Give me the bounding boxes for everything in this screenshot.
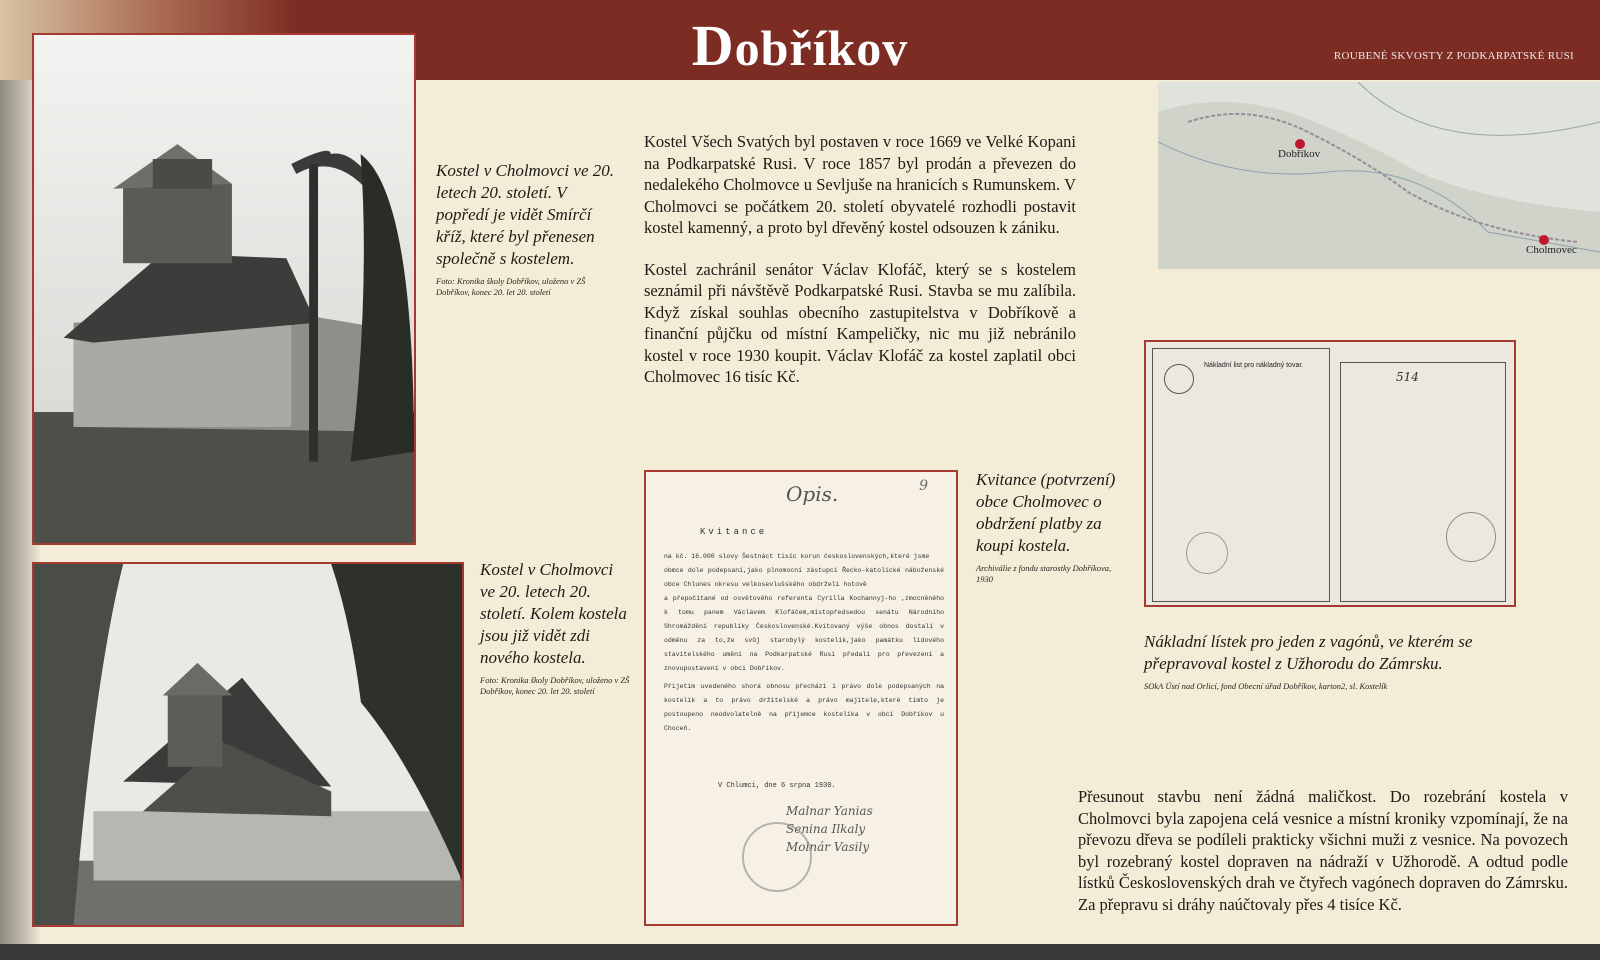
- receipt-stamp: [742, 822, 812, 892]
- waybill-document: [1144, 340, 1516, 607]
- receipt-caption-text: Kvitance (potvrzení) obce Cholmovec o obdržení platby za koupi kostela.: [976, 470, 1116, 555]
- series-label: ROUBENÉ SKVOSTY Z PODKARPATSKÉ RUSI: [1333, 50, 1574, 62]
- waybill-stamp-3: [1186, 532, 1228, 574]
- signature-1: Malnar Yanias: [786, 804, 873, 818]
- photo-2-caption-text: Kostel v Cholmovci ve 20. letech 20. století. Kolem kostela jsou již vidět zdi nového kostela.: [480, 560, 627, 667]
- waybill-stamp-2: [1446, 512, 1496, 562]
- receipt-line-4: Přijetím uvedeného shora obnosu přechází i právo dole podepsaných na kostelík a to právo držitelské a právo majitele,které tímto je postoupeno neodvolatelně na příjemce kostelíka v obci Dobříkov u Choceň.: [664, 683, 944, 732]
- region-map-image: [1158, 82, 1600, 269]
- receipt-caption: [976, 469, 1116, 585]
- receipt-source: Archiválie z fondu starostky Dobříkova, 1930: [976, 563, 1112, 584]
- photo-1-source: Foto: Kronika školy Dobříkov, uloženo v ZŠ Dobříkov, konec 20. let 20. století: [436, 276, 586, 297]
- receipt-line-3: a přepočítané od osvětového referenta Cyrilla Kochannyj-ho ,zmocněného k tomu panem Václavem Klofáčem,místopředsedou senátu Národního Shromáždění republiky Československé.Kvitovaný výše obnos dostali v odměnu za to,že svůj starobylý kostelík,jako památku lidového stavitelského umění na Podkarpatské Rusi předali pro převezení a znovupostavení v obci Dobříkov.: [664, 595, 944, 672]
- paragraph-1: Kostel Všech Svatých byl postaven v roce 1669 ve Velké Kopani na Podkarpatské Rusi. V roce 1857 byl prodán a převezen do nedalekého Cholmovce u Sevljuše na hranicích s Rumunskem. V Cholmovci se počátkem 20. století obyvatelé rozhodli postavit kostel kamenný, a proto byl dřevěný kostel odsouzen k zániku.: [644, 132, 1076, 237]
- signature-3: Molnár Vasily: [786, 840, 870, 854]
- map-label-cholmovec: Cholmovec: [1526, 244, 1577, 256]
- bottom-bar: [0, 944, 1600, 960]
- photo-1-caption-text: Kostel v Cholmovci ve 20. letech 20. století. V popředí je vidět Smírčí kříž, které byl přenesen společně s kostelem.: [436, 161, 614, 268]
- region-map: [1158, 82, 1600, 269]
- receipt-line-1: na kč. 16.000 slovy Šestnáct tisíc korun československých,které jsme: [664, 553, 930, 560]
- receipt-title: Kvitance: [700, 527, 768, 537]
- waybill-stamp-1: [1164, 364, 1194, 394]
- page-title: Dobříkov: [691, 13, 909, 78]
- church-photo-1: [32, 33, 416, 545]
- church-photo-2: [32, 562, 464, 927]
- map-label-dobrikov: Dobříkov: [1278, 148, 1321, 160]
- receipt-document: [644, 470, 958, 926]
- signature-2: Senina Ilkaly: [786, 822, 866, 836]
- waybill-caption: [1144, 631, 1504, 692]
- church-photo-1-image: [34, 35, 414, 543]
- receipt-body: [664, 550, 944, 736]
- photo-2-caption: [480, 559, 632, 697]
- photo-2-source: Foto: Kronika školy Dobříkov, uloženo v ZŠ Dobříkov, konec 20. let 20. století: [480, 675, 630, 696]
- history-paragraphs: [644, 131, 1076, 388]
- church-photo-2-image: [34, 564, 462, 925]
- waybill-source: SOkA Ústí nad Orlicí, fond Obecní úřad Dobříkov, karton2, sl. Kostelík: [1144, 681, 1388, 691]
- waybill-caption-text: Nákladní lístek pro jeden z vagónů, ve kterém se přepravoval kostel z Užhorodu do Zámrsku.: [1144, 632, 1473, 673]
- photo-1-caption: [436, 160, 614, 298]
- waybill-heading: Nákladní list pro nákladný tovar.: [1204, 362, 1304, 369]
- receipt-page-number: 9: [919, 478, 928, 494]
- receipt-date: V Chlumci, dne 6 srpna 1930.: [718, 782, 836, 790]
- receipt-handwritten-heading: Opis.: [786, 482, 839, 506]
- transport-paragraph: Přesunout stavbu není žádná maličkost. Do rozebrání kostela v Cholmovci byla zapojena celá vesnice a místní kroniky vzpomínají, že na převozu dřeva se podíleli prakticky všichni muži z vesnice. Na povozech byl rozebraný kostel dopraven na nádraží v Užhorodě. A odtud podle lístků Československých drah ve čtyřech vagónech dopraven do Zámrsku. Za přepravu si dráhy naúčtovaly přes 4 tisíce Kč.: [1078, 787, 1568, 914]
- paragraph-2: Kostel zachránil senátor Václav Klofáč, který se s kostelem seznámil při návštěvě Podkarpatské Rusi. Stavba se mu zalíbila. Když získal souhlas obecního zastupitelstva v Dobříkově a finanční půjčku od místní Kampeličky, nic mu již nebránilo kostel v roce 1930 koupit. Václav Klofáč za kostel zaplatil obci Cholmovec 16 tisíc Kč.: [644, 259, 1076, 386]
- receipt-line-2: obmce dole podepsaní,jako plnomocní zástupci Řecko-katolické náboženské obce Chlunes okresu velkosevlušského obdrželi hotově: [664, 567, 944, 588]
- waybill-right-page: [1340, 362, 1506, 602]
- waybill-number: 514: [1396, 370, 1419, 384]
